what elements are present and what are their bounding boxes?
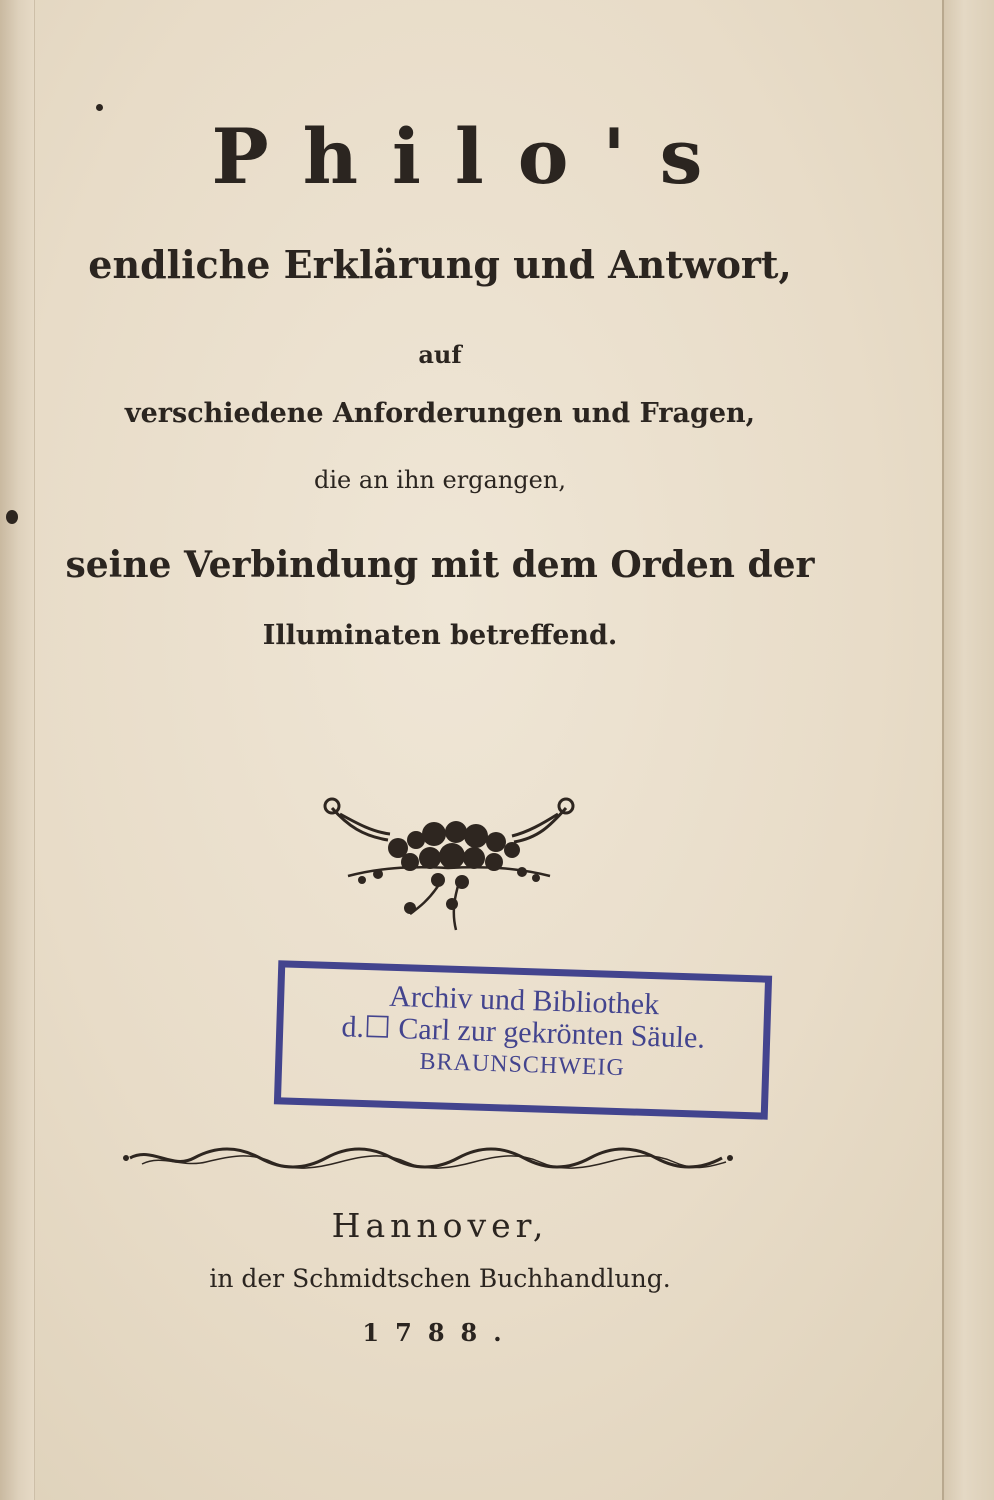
page-right-edge	[942, 0, 994, 1500]
stamp-line-2: d.☐ Carl zur gekrönten Säule.	[341, 1010, 706, 1055]
subtitle-line-1: endliche Erklärung und Antwort,	[88, 242, 792, 287]
stamp-line-3: BRAUNSCHWEIG	[419, 1048, 626, 1082]
decorative-divider	[122, 1140, 734, 1174]
imprint-year: 1788.	[362, 1318, 518, 1347]
stamp-line-1: Archiv und Bibliothek	[388, 979, 660, 1022]
subtitle-line-2: auf	[418, 340, 462, 369]
subtitle-line-4: die an ihn ergangen,	[314, 466, 566, 494]
subtitle-line-6: Illuminaten betreffend.	[262, 620, 618, 651]
ink-speck	[96, 104, 103, 111]
subtitle-line-3: verschiedene Anforderungen und Fragen,	[124, 398, 756, 429]
book-title: Philo's	[211, 112, 737, 201]
imprint-publisher: in der Schmidtschen Buchhandlung.	[209, 1264, 671, 1293]
library-stamp	[274, 960, 772, 1119]
floral-cornucopia-ornament	[318, 796, 580, 938]
ink-speck	[6, 510, 18, 524]
subtitle-line-5: seine Verbindung mit dem Orden der	[65, 544, 815, 586]
imprint-place: Hannover,	[331, 1206, 549, 1245]
